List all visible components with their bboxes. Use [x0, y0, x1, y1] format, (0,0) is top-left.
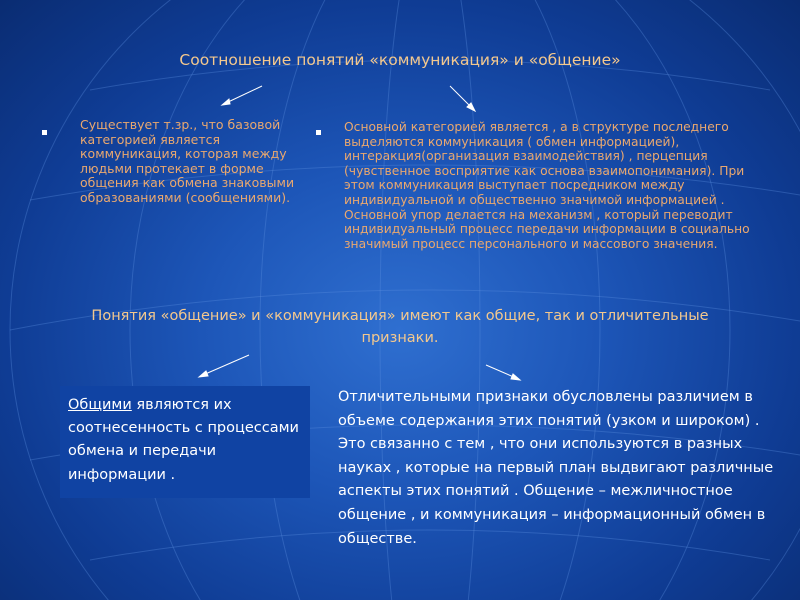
right-column-text: Основной категорией является , а в структуре последнего выделяются коммуникация ( обмен информацией), интеракция(организация взаимодействия) , перцепция (чувственное восприятие как основа взаимопонимания). При этом коммуникация выступает посредником между индивидуальной и общественно значимой информацией . Основной упор делается на механизм , который переводит индивидуальный процесс передачи информации в социально значимый процесс персонального и массового значения.: [344, 120, 750, 251]
subheading: Понятия «общение» и «коммуникация» имеют как общие, так и отличительные признаки.: [91, 308, 709, 346]
common-rest-text: являются их соотнесенность с процессами обмена и передачи информации .: [68, 397, 299, 483]
distinctive-features-text: Отличительными признаки обусловлены различием в объеме содержания этих понятий (узком и широком) . Это связанно с тем , что они используются в разных науках , которые на первый план выдвигают различные аспекты этих понятий . Общение – межличностное общение , и коммуникация – информационный обмен в обществе.: [338, 389, 774, 547]
slide-title: Соотношение понятий «коммуникация» и «общение»: [179, 51, 621, 69]
common-features-text: [68, 394, 308, 487]
bullet-left: [42, 130, 47, 135]
common-underlined-word: Общими: [68, 397, 132, 413]
bullet-right: [316, 130, 321, 135]
left-column-text: Существует т.зр., что базовой категорией является коммуникация, которая между людьми протекает в форме общения как обмена знаковыми образованиями (сообщениями).: [80, 117, 295, 205]
